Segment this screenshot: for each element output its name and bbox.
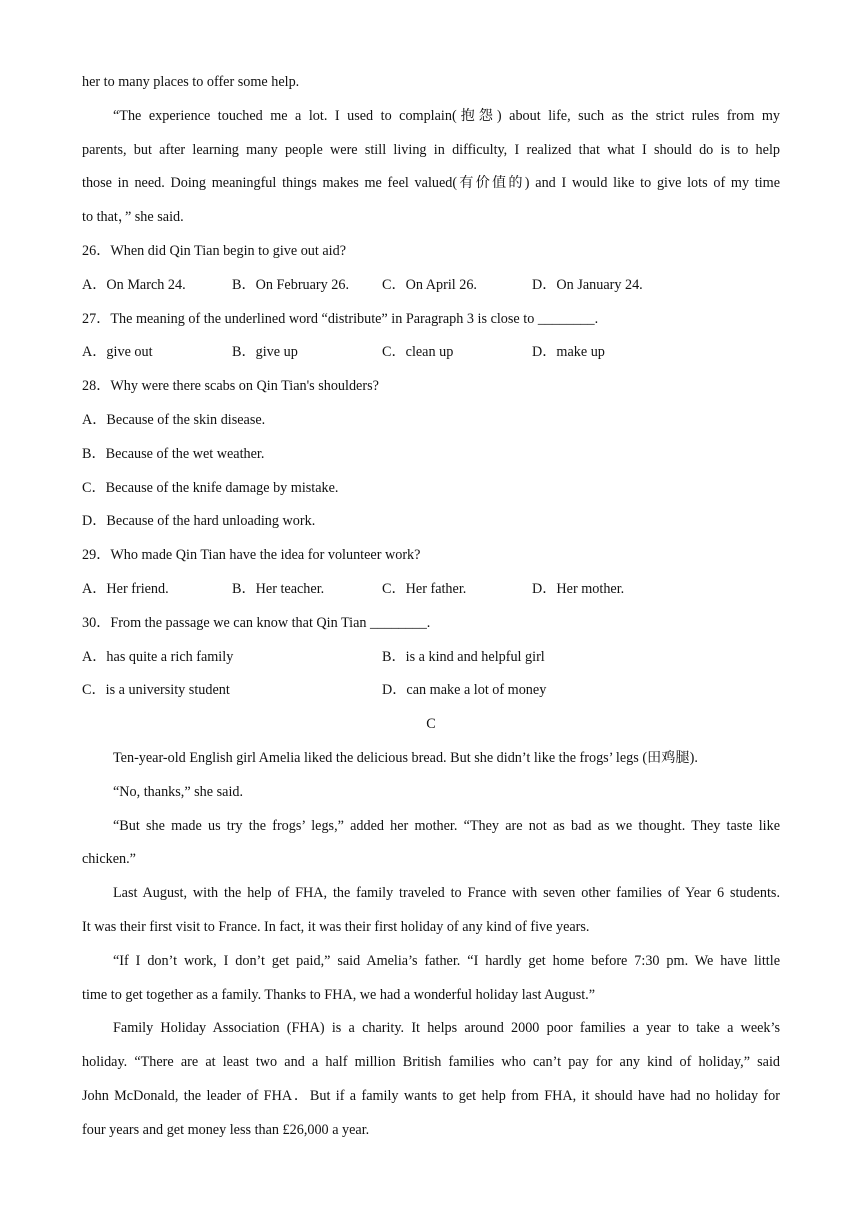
option-b: B．is a kind and helpful girl xyxy=(382,648,545,665)
option-b: B．Her teacher. xyxy=(232,580,325,597)
paragraph-line: holiday. “There are at least two and a half million British families who can’t pay for any kind of holiday,” said xyxy=(82,1054,780,1071)
question-options xyxy=(82,641,780,675)
option-d: D．Her mother. xyxy=(532,580,625,597)
option-c: C．clean up xyxy=(382,344,454,361)
option-d: D．make up xyxy=(532,344,605,361)
question-stem: 29．Who made Qin Tian have the idea for volunteer work? xyxy=(82,547,421,564)
paragraph-line: “No, thanks,” she said. xyxy=(113,783,244,800)
question-stem: 28．Why were there scabs on Qin Tian's shoulders? xyxy=(82,378,379,395)
option-a: A．Because of the skin disease. xyxy=(82,411,266,428)
option-d: D．Because of the hard unloading work. xyxy=(82,513,316,530)
section-heading: C xyxy=(426,716,436,733)
option-b: B．give up xyxy=(232,344,298,361)
option-a: A．has quite a rich family xyxy=(82,648,234,665)
option-d: D．On January 24. xyxy=(532,276,643,293)
question-stem: 30．From the passage we can know that Qin Tian ________. xyxy=(82,614,431,631)
option-c: C．On April 26. xyxy=(382,276,477,293)
paragraph-line: Ten-year-old English girl Amelia liked the delicious bread. But she didn’t like the frogs’ legs (田鸡腿). xyxy=(113,749,698,766)
paragraph-line: Family Holiday Association (FHA) is a charity. It helps around 2000 poor families a year to take a week’s xyxy=(113,1020,780,1037)
paragraph-line: Last August, with the help of FHA, the family traveled to France with seven other families of Year 6 students. xyxy=(113,885,780,902)
option-d: D．can make a lot of money xyxy=(382,682,547,699)
paragraph-line: four years and get money less than £26,000 a year. xyxy=(82,1121,370,1138)
option-a: A．give out xyxy=(82,344,153,361)
paragraph-line: “If I don’t work, I don’t get paid,” said Amelia’s father. “I hardly get home before 7:30 pm. We have little xyxy=(113,952,780,969)
paragraph-line: those in need. Doing meaningful things makes me feel valued(有价值的) and I would like to give lots of my time xyxy=(82,175,780,192)
paragraph-line: John McDonald, the leader of FHA．But if a family wants to get help from FHA, it should have had no holiday for xyxy=(82,1087,780,1104)
paragraph-line: “The experience touched me a lot. I used to complain(抱怨) about life, such as the strict rules from my xyxy=(113,107,780,124)
question-options xyxy=(82,674,780,708)
paragraph-line: her to many places to offer some help. xyxy=(82,74,300,90)
question-stem: 26．When did Qin Tian begin to give out aid? xyxy=(82,242,347,259)
paragraph-line: “But she made us try the frogs’ legs,” added her mother. “They are not as bad as we thought. They taste like xyxy=(113,817,780,834)
document-page xyxy=(82,66,780,1148)
option-c: C．Her father. xyxy=(382,580,467,597)
paragraph-line: chicken.” xyxy=(82,851,136,868)
option-c: C．is a university student xyxy=(82,682,230,699)
paragraph-line: to that，” she said. xyxy=(82,209,184,226)
option-c: C．Because of the knife damage by mistake. xyxy=(82,479,339,496)
paragraph-line: parents, but after learning many people were still living in difficulty, I realized that what I should do is to help xyxy=(82,141,780,158)
option-b: B．Because of the wet weather. xyxy=(82,445,265,462)
question-options xyxy=(82,336,780,370)
paragraph-line: time to get together as a family. Thanks to FHA, we had a wonderful holiday last August.” xyxy=(82,986,596,1003)
question-stem: 27．The meaning of the underlined word “distribute” in Paragraph 3 is close to ________. xyxy=(82,310,599,327)
question-options xyxy=(82,573,780,607)
option-b: B．On February 26. xyxy=(232,276,350,293)
paragraph-line: It was their first visit to France. In fact, it was their first holiday of any kind of five years. xyxy=(82,918,590,935)
question-options xyxy=(82,269,780,303)
option-a: A．On March 24. xyxy=(82,276,186,293)
option-a: A．Her friend. xyxy=(82,580,169,597)
